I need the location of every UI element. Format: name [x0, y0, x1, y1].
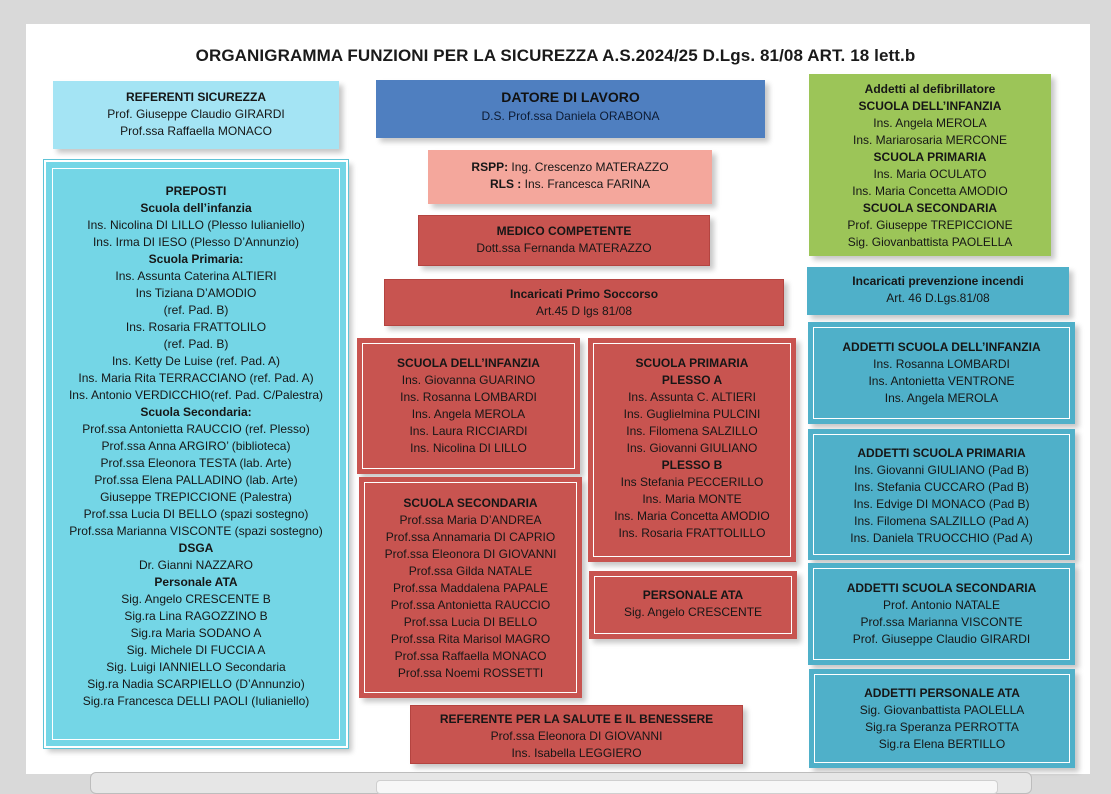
referenti-entry: Prof.ssa Raffaella MONACO	[120, 124, 272, 138]
preposti-entry: Prof.ssa Elena PALLADINO (lab. Arte)	[94, 473, 298, 487]
preposti-entry: Prof.ssa Anna ARGIRO’ (biblioteca)	[101, 439, 291, 453]
inc-secondaria-entry: Prof. Antonio NATALE	[883, 598, 1000, 612]
ps-ata-heading: PERSONALE ATA	[642, 588, 744, 602]
preposti-entry: Sig. Angelo CRESCENTE B	[121, 592, 271, 606]
inc-secondaria-entry: Prof.ssa Marianna VISCONTE	[860, 615, 1023, 629]
preposti-entry: Ins. Irma DI IESO (Plesso D’Annunzio)	[92, 235, 300, 249]
ps-primaria-entry: Ins Stefania PECCERILLO	[620, 475, 764, 489]
preposti-entry: Prof.ssa Eleonora TESTA (lab. Arte)	[100, 456, 292, 470]
ps-secondaria-entry: Prof.ssa Eleonora DI GIOVANNI	[384, 547, 557, 561]
primo-soccorso-heading: Incaricati Primo Soccorso	[509, 287, 659, 301]
preposti-entry: Prof.ssa Marianna VISCONTE (spazi sostegno)	[69, 524, 323, 538]
defibrillatore-box	[809, 74, 1051, 256]
inc-primaria-entry: Ins. Daniela TRUOCCHIO (Pad A)	[850, 531, 1033, 545]
referenti-sicurezza-box	[53, 81, 339, 149]
ps-infanzia-entry: Ins. Giovanna GUARINO	[401, 373, 536, 387]
defibrillatore-entry: Ins. Angela MEROLA	[873, 116, 987, 130]
ps-secondaria-entry: Prof.ssa Antonietta RAUCCIO	[390, 598, 551, 612]
preposti-entry: Ins. Antonio VERDICCHIO(ref. Pad. C/Palestra)	[68, 388, 324, 402]
preposti-subheading: Scuola dell’infanzia	[140, 201, 252, 215]
inc-primaria-entry: Ins. Stefania CUCCARO (Pad B)	[854, 480, 1029, 494]
datore-name: D.S. Prof.ssa Daniela ORABONA	[481, 109, 660, 123]
inc-secondaria-heading: ADDETTI SCUOLA SECONDARIA	[846, 581, 1037, 595]
inc-infanzia-entry: Ins. Antonietta VENTRONE	[868, 374, 1015, 388]
defibrillatore-subheading: SCUOLA SECONDARIA	[862, 201, 998, 215]
salute-entry: Prof.ssa Eleonora DI GIOVANNI	[490, 729, 663, 743]
ps-secondaria-entry: Prof.ssa Raffaella MONACO	[394, 649, 547, 663]
ps-secondaria-entry: Prof.ssa Maria D’ANDREA	[399, 513, 542, 527]
preposti-entry: Prof.ssa Lucia DI BELLO (spazi sostegno)	[83, 507, 309, 521]
ps-secondaria-entry: Prof.ssa Gilda NATALE	[408, 564, 533, 578]
inc-primaria-box	[808, 429, 1075, 560]
preposti-entry: Ins. Ketty De Luise (ref. Pad. A)	[111, 354, 281, 368]
inc-ata-entry: Sig.ra Elena BERTILLO	[878, 737, 1006, 751]
medico-competente-box	[418, 215, 710, 266]
preposti-entry: Sig. Michele DI FUCCIA A	[126, 643, 266, 657]
preposti-entry: Ins. Rosaria FRATTOLILO	[125, 320, 267, 334]
defibrillatore-heading: Addetti al defibrillatore	[864, 82, 996, 96]
rspp-value: Ing. Crescenzo MATERAZZO	[508, 160, 669, 174]
scrollbar-thumb[interactable]	[376, 780, 998, 794]
defibrillatore-entry: Sig. Giovanbattista PAOLELLA	[847, 235, 1013, 249]
rls-value: Ins. Francesca FARINA	[521, 177, 651, 191]
incendi-entry: Art. 46 D.Lgs.81/08	[886, 291, 990, 305]
rspp-label: RSPP:	[471, 160, 509, 174]
primo-soccorso-box	[384, 279, 784, 326]
inc-ata-entry: Sig. Giovanbattista PAOLELLA	[859, 703, 1025, 717]
preposti-entry: Sig.ra Lina RAGOZZINO B	[124, 609, 268, 623]
preposti-entry: Sig.ra Nadia SCARPIELLO (D’Annunzio)	[87, 677, 305, 691]
ps-primaria-entry: Ins. Giovanni GIULIANO	[626, 441, 758, 455]
preposti-entry: (ref. Pad. B)	[163, 337, 229, 351]
ps-infanzia-entry: Ins. Rosanna LOMBARDI	[400, 390, 537, 404]
defibrillatore-subheading: SCUOLA DELL’INFANZIA	[858, 99, 1002, 113]
ps-primaria-entry: Ins. Guglielmina PULCINI	[623, 407, 761, 421]
preposti-entry: Ins. Nicolina DI LILLO (Plesso Iulianiello)	[87, 218, 305, 232]
ps-infanzia-box	[357, 338, 580, 474]
preposti-heading: PREPOSTI	[165, 184, 227, 198]
preposti-subheading: Personale ATA	[154, 575, 238, 589]
ps-primaria-box	[588, 338, 796, 562]
ps-primaria-subheading: PLESSO B	[661, 458, 723, 472]
inc-infanzia-heading: ADDETTI SCUOLA DELL’INFANZIA	[842, 340, 1041, 354]
ps-primaria-entry: Ins. Filomena SALZILLO	[626, 424, 758, 438]
preposti-entry: Ins Tiziana D’AMODIO	[135, 286, 257, 300]
rspp-rls-box	[428, 150, 712, 204]
defibrillatore-entry: Prof. Giuseppe TREPICCIONE	[847, 218, 1013, 232]
ps-primaria-entry: Ins. Maria Concetta AMODIO	[614, 509, 770, 523]
preposti-entry: Giuseppe TREPICCIONE (Palestra)	[100, 490, 292, 504]
preposti-box	[44, 160, 348, 748]
inc-infanzia-entry: Ins. Rosanna LOMBARDI	[873, 357, 1010, 371]
salute-entry: Ins. Isabella LEGGIERO	[511, 746, 642, 760]
horizontal-scrollbar[interactable]	[90, 772, 1032, 794]
datore-heading: DATORE DI LAVORO	[501, 89, 640, 105]
incendi-heading: Incaricati prevenzione incendi	[852, 274, 1024, 288]
datore-di-lavoro-box	[376, 80, 765, 138]
preposti-entry: (ref. Pad. B)	[163, 303, 229, 317]
ps-ata-entry: Sig. Angelo CRESCENTE	[623, 605, 763, 619]
ps-secondaria-entry: Prof.ssa Annamaria DI CAPRIO	[385, 530, 556, 544]
preposti-entry: Ins. Assunta Caterina ALTIERI	[115, 269, 277, 283]
ps-secondaria-entry: Prof.ssa Maddalena PAPALE	[393, 581, 548, 595]
ps-primaria-entry: Ins. Rosaria FRATTOLILLO	[618, 526, 766, 540]
inc-secondaria-box	[808, 563, 1075, 665]
primo-soccorso-entry: Art.45 D lgs 81/08	[535, 304, 633, 318]
inc-infanzia-entry: Ins. Angela MEROLA	[884, 391, 999, 405]
preposti-entry: Ins. Maria Rita TERRACCIANO (ref. Pad. A)	[78, 371, 314, 385]
inc-primaria-entry: Ins. Giovanni GIULIANO (Pad B)	[854, 463, 1029, 477]
preposti-subheading: Scuola Primaria:	[148, 252, 244, 266]
defibrillatore-entry: Ins. Maria Concetta AMODIO	[852, 184, 1008, 198]
ps-infanzia-heading: SCUOLA DELL’INFANZIA	[397, 356, 540, 370]
inc-ata-heading: ADDETTI PERSONALE ATA	[864, 686, 1020, 700]
inc-secondaria-entry: Prof. Giuseppe Claudio GIRARDI	[852, 632, 1031, 646]
ps-secondaria-entry: Prof.ssa Rita Marisol MAGRO	[390, 632, 551, 646]
rspp-line	[428, 159, 712, 176]
medico-entry: Dott.ssa Fernanda MATERAZZO	[476, 241, 652, 255]
defibrillatore-entry: Ins. Maria OCULATO	[873, 167, 987, 181]
inc-ata-entry: Sig.ra Speranza PERROTTA	[865, 720, 1019, 734]
inc-primaria-heading: ADDETTI SCUOLA PRIMARIA	[857, 446, 1026, 460]
inc-primaria-entry: Ins. Edvige DI MONACO (Pad B)	[853, 497, 1030, 511]
inc-infanzia-box	[808, 322, 1075, 424]
medico-heading: MEDICO COMPETENTE	[496, 224, 632, 238]
inc-ata-box	[809, 669, 1075, 768]
rls-label: RLS :	[489, 177, 522, 191]
preposti-entry: Sig.ra Francesca DELLI PAOLI (Iulianiello)	[82, 694, 310, 708]
ps-infanzia-entry: Ins. Nicolina DI LILLO	[410, 441, 527, 455]
ps-primaria-entry: Ins. Maria MONTE	[642, 492, 742, 506]
ps-secondaria-heading: SCUOLA SECONDARIA	[403, 496, 538, 510]
preposti-entry: Sig.ra Maria SODANO A	[130, 626, 262, 640]
ps-secondaria-entry: Prof.ssa Noemi ROSSETTI	[397, 666, 544, 680]
referenti-entry: Prof. Giuseppe Claudio GIRARDI	[107, 107, 285, 121]
ps-infanzia-entry: Ins. Laura RICCIARDI	[409, 424, 528, 438]
defibrillatore-entry: Ins. Mariarosaria MERCONE	[852, 133, 1008, 147]
ps-primaria-heading: SCUOLA PRIMARIA	[635, 356, 749, 370]
preposti-entry: Prof.ssa Antonietta RAUCCIO (ref. Plesso)	[82, 422, 310, 436]
salute-heading: REFERENTE PER LA SALUTE E IL BENESSERE	[439, 712, 714, 726]
preposti-entry: Dr. Gianni NAZZARO	[138, 558, 254, 572]
preposti-entry: Sig. Luigi IANNIELLO Secondaria	[106, 660, 286, 674]
ps-personale-ata-box	[589, 571, 797, 639]
rls-line	[428, 176, 712, 193]
ps-secondaria-entry: Prof.ssa Lucia DI BELLO	[403, 615, 538, 629]
referenti-heading: REFERENTI SICUREZZA	[125, 90, 266, 104]
page-title: ORGANIGRAMMA FUNZIONI PER LA SICUREZZA A.S.2024/25 D.Lgs. 81/08 ART. 18 lett.b	[195, 46, 916, 65]
referente-salute-box	[410, 705, 743, 764]
ps-primaria-entry: Ins. Assunta C. ALTIERI	[628, 390, 756, 404]
ps-secondaria-box	[359, 477, 582, 698]
ps-infanzia-entry: Ins. Angela MEROLA	[411, 407, 526, 421]
inc-primaria-entry: Ins. Filomena SALZILLO (Pad A)	[854, 514, 1029, 528]
preposti-subheading: DSGA	[178, 541, 214, 555]
ps-primaria-subheading: PLESSO A	[661, 373, 723, 387]
defibrillatore-subheading: SCUOLA PRIMARIA	[873, 150, 987, 164]
preposti-subheading: Scuola Secondaria:	[140, 405, 252, 419]
prevenzione-incendi-box	[807, 267, 1069, 315]
